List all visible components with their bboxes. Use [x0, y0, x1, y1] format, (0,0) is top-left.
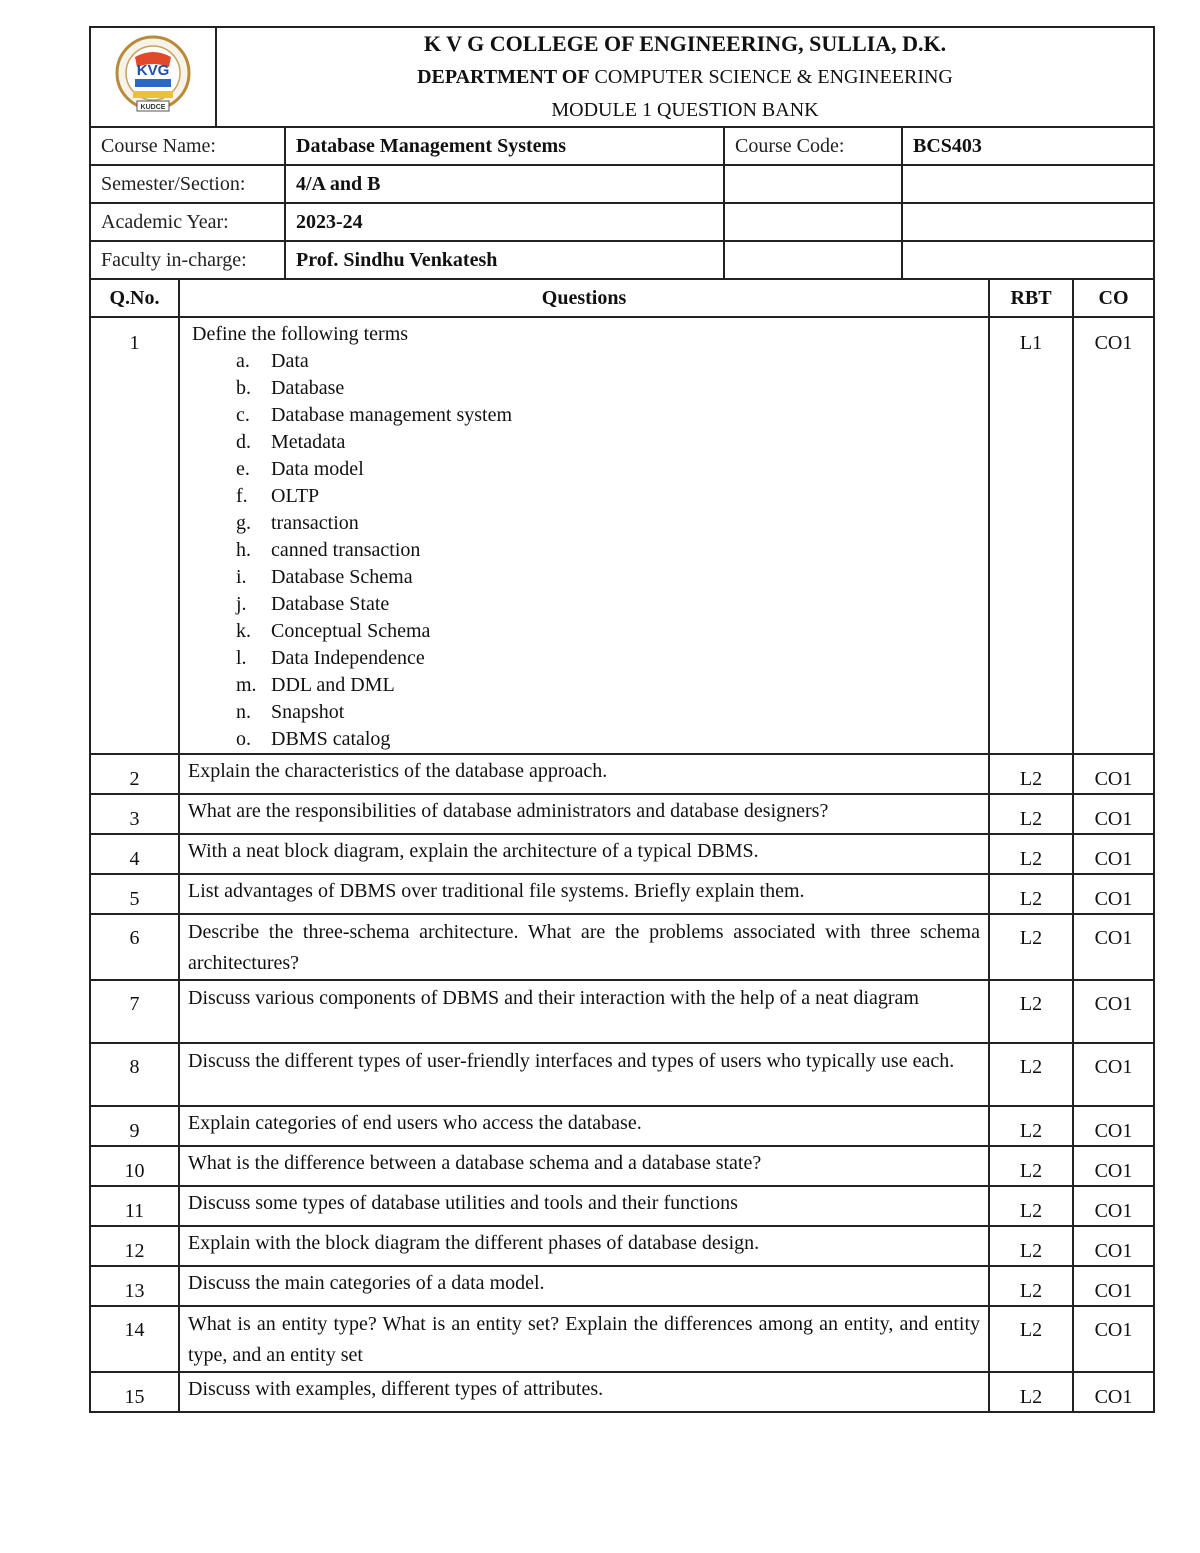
faculty-value: Prof. Sindhu Venkatesh [285, 241, 724, 279]
definition-term: DDL and DML [271, 674, 395, 696]
question-text: List advantages of DBMS over traditional file systems. Briefly explain them. [179, 874, 989, 914]
question-row-5 [90, 874, 1154, 914]
definition-letter: k. [236, 620, 251, 642]
module-title: MODULE 1 QUESTION BANK [551, 99, 819, 121]
definition-term: Database [271, 377, 345, 399]
question-text: Discuss some types of database utilities and tools and their functions [179, 1186, 989, 1226]
rbt-level: L2 [989, 1372, 1073, 1412]
definition-term: DBMS catalog [271, 728, 391, 750]
question-bank-sheet [89, 26, 1155, 1413]
rbt-level: L2 [989, 980, 1073, 1043]
question-text: Discuss various components of DBMS and their interaction with the help of a neat diagram [179, 980, 989, 1043]
empty-cell [902, 165, 1154, 203]
question-number: 9 [90, 1106, 179, 1146]
definition-letter: h. [236, 539, 251, 561]
header-title-cell [216, 27, 1154, 127]
question-row-3 [90, 794, 1154, 834]
question-number: 14 [90, 1306, 179, 1372]
definition-term: Database Schema [271, 566, 413, 588]
definition-item [236, 645, 980, 672]
question-row-10 [90, 1146, 1154, 1186]
definition-letter: b. [236, 377, 251, 399]
question-text: Describe the three-schema architecture. What are the problems associated with three schema architectures? [179, 914, 989, 980]
definition-term: Database management system [271, 404, 513, 426]
definition-letter: m. [236, 674, 257, 696]
questions-table [89, 278, 1155, 1413]
column-header-qno: Q.No. [90, 279, 179, 317]
definition-letter: j. [236, 593, 247, 615]
semester-value: 4/A and B [285, 165, 724, 203]
question-row-7 [90, 980, 1154, 1043]
rbt-level: L2 [989, 1146, 1073, 1186]
definition-item [236, 375, 980, 402]
definition-letter: i. [236, 566, 247, 588]
definition-letter: o. [236, 728, 251, 750]
definition-term: Data [271, 350, 309, 372]
question-text-cell [179, 317, 989, 754]
course-name-label: Course Name: [90, 127, 285, 165]
semester-label: Semester/Section: [90, 165, 285, 203]
question-text: Explain with the block diagram the different phases of database design. [179, 1226, 989, 1266]
definition-item [236, 618, 980, 645]
question-row-8 [90, 1043, 1154, 1106]
course-outcome: CO1 [1073, 914, 1154, 980]
definition-letter: l. [236, 647, 247, 669]
question-text: Discuss with examples, different types of attributes. [179, 1372, 989, 1412]
college-logo-icon [111, 33, 195, 117]
definition-term: Conceptual Schema [271, 620, 431, 642]
logo-text: KVG [136, 61, 170, 79]
definition-item [236, 510, 980, 537]
course-name-value: Database Management Systems [285, 127, 724, 165]
course-outcome: CO1 [1073, 1306, 1154, 1372]
definition-term: Snapshot [271, 701, 345, 723]
column-header-co: CO [1073, 279, 1154, 317]
empty-cell [724, 241, 902, 279]
course-outcome: CO1 [1073, 1226, 1154, 1266]
definition-letter: g. [236, 512, 251, 534]
definition-item [236, 456, 980, 483]
definition-letter: d. [236, 431, 251, 453]
rbt-level: L2 [989, 1186, 1073, 1226]
logo-band-text: KUDCE [140, 103, 166, 111]
faculty-label: Faculty in-charge: [90, 241, 285, 279]
question-row-9 [90, 1106, 1154, 1146]
question-number: 4 [90, 834, 179, 874]
definition-item [236, 699, 980, 726]
rbt-level: L2 [989, 834, 1073, 874]
definition-item [236, 591, 980, 618]
definition-item [236, 726, 980, 753]
department-name: COMPUTER SCIENCE & ENGINEERING [594, 66, 953, 88]
question-number: 6 [90, 914, 179, 980]
course-outcome: CO1 [1073, 794, 1154, 834]
question-number: 12 [90, 1226, 179, 1266]
course-outcome: CO1 [1073, 754, 1154, 794]
column-header-rbt: RBT [989, 279, 1073, 317]
question-row-15 [90, 1372, 1154, 1412]
rbt-level: L2 [989, 1106, 1073, 1146]
question-number: 11 [90, 1186, 179, 1226]
question-row-6 [90, 914, 1154, 980]
rbt-level: L2 [989, 874, 1073, 914]
course-outcome: CO1 [1073, 1106, 1154, 1146]
question-text: What are the responsibilities of database administrators and database designers? [179, 794, 989, 834]
definition-letter: a. [236, 350, 250, 372]
definition-term: Metadata [271, 431, 346, 453]
definition-item [236, 483, 980, 510]
definition-letter: c. [236, 404, 250, 426]
rbt-level: L2 [989, 1043, 1073, 1106]
definition-item [236, 402, 980, 429]
question-row-1 [90, 317, 1154, 754]
definition-term: Database State [271, 593, 390, 615]
question-text: With a neat block diagram, explain the architecture of a typical DBMS. [179, 834, 989, 874]
course-outcome: CO1 [1073, 1043, 1154, 1106]
definition-term: Data Independence [271, 647, 425, 669]
definition-item [236, 564, 980, 591]
empty-cell [902, 203, 1154, 241]
question-number: 3 [90, 794, 179, 834]
course-outcome: CO1 [1073, 1146, 1154, 1186]
rbt-level: L2 [989, 754, 1073, 794]
course-outcome: CO1 [1073, 834, 1154, 874]
college-name: K V G COLLEGE OF ENGINEERING, SULLIA, D.K. [423, 31, 947, 56]
rbt-level: L2 [989, 1306, 1073, 1372]
rbt-level: L1 [989, 317, 1073, 754]
definition-letter: e. [236, 458, 250, 480]
question-number: 1 [90, 317, 179, 754]
question-text: Explain the characteristics of the database approach. [179, 754, 989, 794]
question-number: 13 [90, 1266, 179, 1306]
rbt-level: L2 [989, 1226, 1073, 1266]
question-text: Explain categories of end users who access the database. [179, 1106, 989, 1146]
definition-item [236, 429, 980, 456]
empty-cell [902, 241, 1154, 279]
rbt-level: L2 [989, 914, 1073, 980]
definition-item [236, 348, 980, 375]
course-code-label: Course Code: [724, 127, 902, 165]
questions-header-row [90, 279, 1154, 317]
course-outcome: CO1 [1073, 1372, 1154, 1412]
definition-list [192, 348, 980, 753]
question-number: 8 [90, 1043, 179, 1106]
definition-item [236, 537, 980, 564]
question-row-13 [90, 1266, 1154, 1306]
question-row-11 [90, 1186, 1154, 1226]
department-prefix: DEPARTMENT OF [417, 66, 590, 88]
rbt-level: L2 [989, 794, 1073, 834]
column-header-questions: Questions [179, 279, 989, 317]
question-number: 7 [90, 980, 179, 1043]
course-outcome: CO1 [1073, 874, 1154, 914]
question-row-12 [90, 1226, 1154, 1266]
empty-cell [724, 165, 902, 203]
question-row-14 [90, 1306, 1154, 1372]
course-info-table [89, 126, 1155, 280]
question-number: 10 [90, 1146, 179, 1186]
question-number: 2 [90, 754, 179, 794]
definition-letter: n. [236, 701, 251, 723]
course-code-value: BCS403 [902, 127, 1154, 165]
rbt-level: L2 [989, 1266, 1073, 1306]
question-text: Define the following terms [192, 323, 409, 345]
question-number: 5 [90, 874, 179, 914]
course-outcome: CO1 [1073, 980, 1154, 1043]
course-outcome: CO1 [1073, 1186, 1154, 1226]
header-table [89, 26, 1155, 128]
definition-term: OLTP [271, 485, 320, 507]
question-row-4 [90, 834, 1154, 874]
question-text: Discuss the different types of user-friendly interfaces and types of users who typically use each. [179, 1043, 989, 1106]
course-outcome: CO1 [1073, 317, 1154, 754]
definition-letter: f. [236, 485, 248, 507]
question-number: 15 [90, 1372, 179, 1412]
college-logo-cell [90, 27, 216, 127]
question-row-2 [90, 754, 1154, 794]
course-outcome: CO1 [1073, 1266, 1154, 1306]
definition-term: transaction [271, 512, 359, 534]
academic-year-label: Academic Year: [90, 203, 285, 241]
department-line [217, 60, 1153, 94]
definition-term: canned transaction [271, 539, 421, 561]
empty-cell [724, 203, 902, 241]
question-text: What is an entity type? What is an entity set? Explain the differences among an entity, and entity type, and an entity set [179, 1306, 989, 1372]
question-text: What is the difference between a database schema and a database state? [179, 1146, 989, 1186]
definition-item [236, 672, 980, 699]
academic-year-value: 2023-24 [285, 203, 724, 241]
question-text: Discuss the main categories of a data model. [179, 1266, 989, 1306]
definition-term: Data model [271, 458, 364, 480]
